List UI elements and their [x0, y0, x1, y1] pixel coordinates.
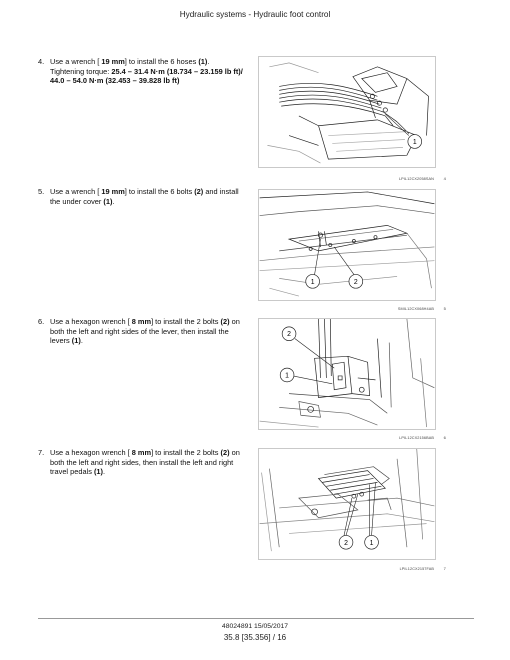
- step-number: 5.: [38, 187, 45, 196]
- figure-code: LPIL12CX2058SAN: [398, 177, 434, 181]
- svg-text:1: 1: [285, 372, 290, 380]
- footer-page-ref: 35.8 [35.356] / 16: [223, 633, 287, 642]
- step-text: [50, 187, 248, 206]
- text-segment: Use a hexagon wrench [: [50, 317, 132, 326]
- footer-rule: [38, 618, 474, 619]
- svg-text:2: 2: [353, 278, 358, 286]
- text-segment: .: [80, 336, 83, 346]
- text-segment: on both the left and right sides, then install the left and right travel pedals: [50, 448, 240, 477]
- text-segment: .: [207, 57, 210, 66]
- bold-segment: 19 mm: [101, 187, 125, 196]
- callout-1: [408, 135, 422, 149]
- text-segment: Use a wrench [: [50, 187, 102, 196]
- step-text: [50, 448, 248, 477]
- figure-caption-5: [340, 306, 446, 311]
- step-number: 4.: [38, 57, 45, 66]
- text-segment: ] to install the 6 hoses: [124, 57, 199, 66]
- figure-number: 7: [443, 566, 446, 571]
- text-segment: ] to install the 2 bolts: [151, 317, 221, 326]
- svg-text:1: 1: [369, 539, 374, 547]
- bold-segment: (2): [194, 187, 204, 196]
- travel-pedals-illustration: [259, 449, 435, 559]
- bold-segment: (2): [220, 448, 230, 457]
- svg-text:2: 2: [344, 539, 348, 547]
- figure-caption-4: [340, 176, 446, 181]
- figure-number: 4: [443, 176, 446, 181]
- callout-2: [282, 327, 296, 341]
- svg-text:1: 1: [412, 138, 417, 146]
- callout-2: [339, 535, 353, 549]
- text-segment: ] to install the 6 bolts: [124, 187, 195, 196]
- figure-caption-7: [340, 566, 446, 571]
- figure-number: 5: [443, 306, 446, 311]
- bold-segment: (1): [93, 467, 104, 477]
- bold-segment: (2): [220, 317, 230, 326]
- step-number: 7.: [38, 448, 45, 457]
- bold-segment: 19 mm: [101, 57, 125, 66]
- bold-segment: 8 mm: [131, 317, 152, 326]
- text-segment: Use a wrench [: [50, 57, 102, 66]
- figure-levers: [258, 318, 436, 430]
- svg-text:2: 2: [287, 331, 291, 339]
- figure-travel-pedals: [258, 448, 436, 560]
- under-cover-illustration: [259, 190, 435, 300]
- figure-number: 6: [443, 435, 446, 440]
- figure-code: SMIL12CX068H4AB: [397, 307, 434, 311]
- bold-segment: (1): [71, 336, 81, 346]
- bold-segment: (1): [198, 57, 208, 66]
- figure-code: LPIL12CX2157FAB: [399, 567, 434, 571]
- figure-code: LPIL12CX2156BAB: [399, 436, 434, 440]
- svg-text:1: 1: [310, 278, 315, 286]
- page-header: Hydraulic systems - Hydraulic foot control: [179, 10, 331, 19]
- callout-2: [349, 274, 363, 288]
- step-text: [50, 57, 248, 86]
- bold-segment: (1): [103, 196, 113, 206]
- text-segment: .: [112, 196, 115, 206]
- figure-hoses: [258, 56, 436, 168]
- figure-under-cover: [258, 189, 436, 301]
- text-segment: on both the left and right sides of the lever, then install the levers: [50, 317, 240, 346]
- bold-segment: 25.4 – 31.4 N·m (18.734 – 23.159 lb ft)/ 44.0 – 54.0 N·m (32.453 – 39.828 lb ft): [50, 66, 243, 86]
- bold-segment: 8 mm: [131, 448, 152, 457]
- figure-caption-6: [340, 435, 446, 440]
- callout-1: [306, 274, 320, 288]
- text-segment: ] to install the 2 bolts: [151, 448, 221, 457]
- text-segment: Tightening torque:: [50, 66, 112, 76]
- step-number: 6.: [38, 317, 45, 326]
- text-segment: .: [103, 467, 106, 477]
- text-segment: Use a hexagon wrench [: [50, 448, 132, 457]
- callout-1: [280, 368, 294, 382]
- levers-illustration: [259, 319, 435, 429]
- step-text: [50, 317, 248, 346]
- text-segment: and install the under cover: [50, 187, 239, 206]
- callout-1: [365, 535, 379, 549]
- footer-doc-ref: 48024891 15/05/2017: [221, 623, 289, 630]
- hoses-illustration: [259, 57, 435, 167]
